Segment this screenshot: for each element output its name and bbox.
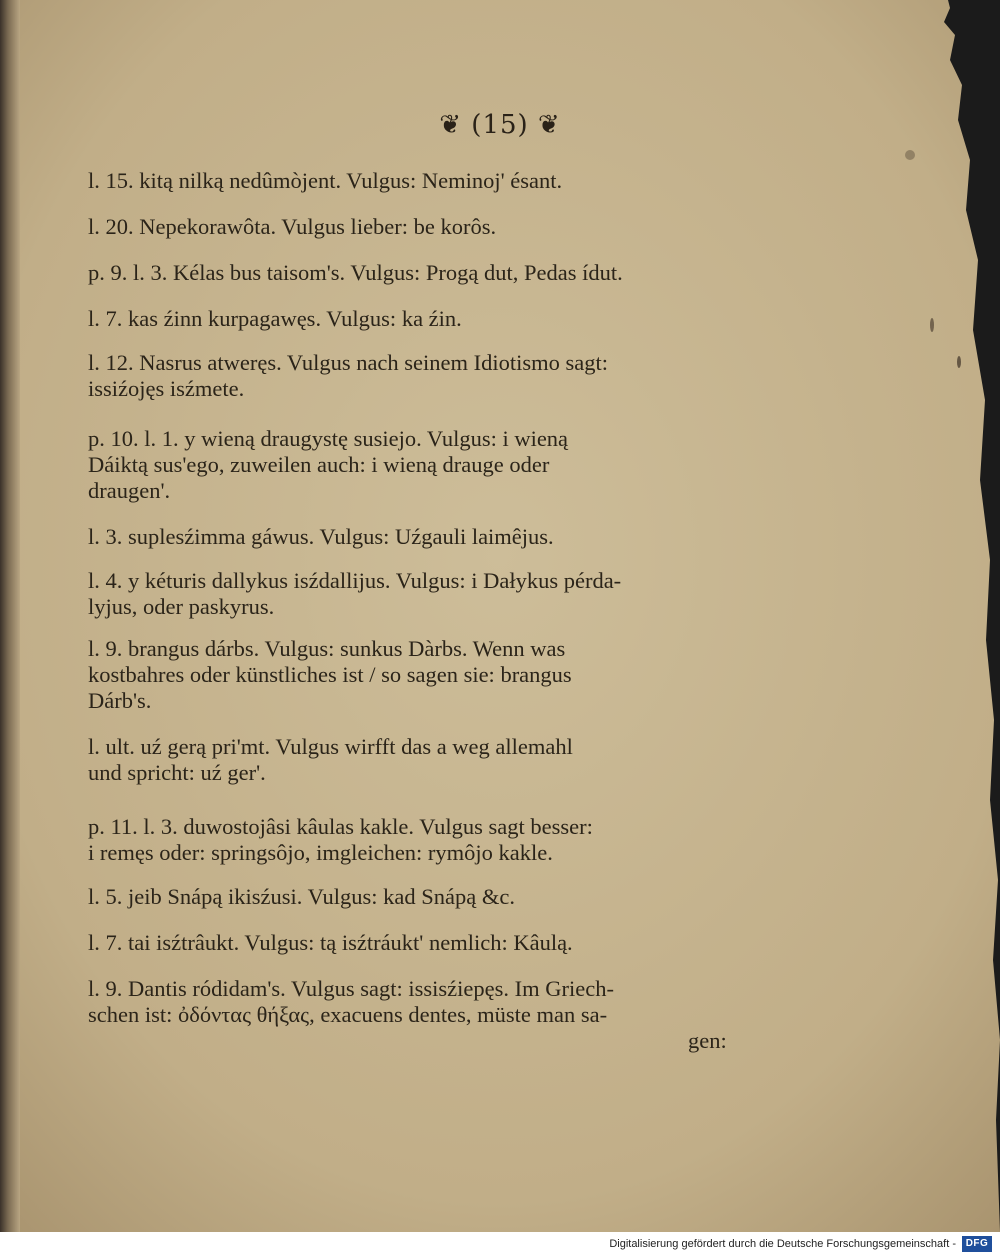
text-line: l. 7. kas źinn kurpagawęs. Vulgus: ka źin.: [88, 306, 462, 331]
text-line: l. 15. kitą nilką nedûmòjent. Vulgus: Neminoj' ésant.: [88, 168, 563, 193]
text-line: gen:: [688, 1028, 727, 1053]
entry: [88, 260, 770, 286]
text-line: Dárb's.: [88, 688, 152, 713]
text-line: l. 20. Nepekorawôta. Vulgus lieber: be korôs.: [88, 214, 497, 239]
text-line: l. 9. brangus dárbs. Vulgus: sunkus Dàrbs. Wenn was: [88, 636, 566, 661]
entry: [88, 306, 770, 332]
entry: [88, 930, 770, 956]
entry: [88, 350, 770, 402]
entry: [88, 884, 770, 910]
text-line: kostbahres oder künstliches ist / so sagen sie: brangus: [88, 662, 572, 687]
book-gutter: [0, 0, 20, 1232]
ink-speck: [905, 150, 915, 160]
entry: [88, 568, 770, 620]
entry: [88, 636, 770, 714]
text-line: l. ult. uź gerą pri'mt. Vulgus wirfft das a weg allemahl: [88, 734, 573, 759]
ink-speck: [957, 356, 961, 368]
text-line: p. 9. l. 3. Kélas bus taisom's. Vulgus: Progą dut, Pedas ídut.: [88, 260, 623, 285]
text-line: l. 3. suplesźimma gáwus. Vulgus: Uźgauli laimêjus.: [88, 524, 554, 549]
dfg-logo-icon: DFG: [962, 1236, 992, 1252]
text-line: draugen'.: [88, 478, 171, 503]
entry: [88, 426, 770, 504]
text-line: l. 4. y kéturis dallykus isźdallijus. Vulgus: i Dałykus pérda-: [88, 568, 622, 593]
text-line: schen ist: ὀδόντας θήξας, exacuens dentes, müste man sa-: [88, 1002, 608, 1027]
text-line: lyjus, oder paskyrus.: [88, 594, 275, 619]
page-header: ❦ (15) ❦: [439, 110, 561, 140]
text-line: l. 7. tai isźtrâukt. Vulgus: tą isźtráukt' nemlich: Kâulą.: [88, 930, 573, 955]
entry: [88, 168, 770, 194]
text-line: i remęs oder: springsôjo, imgleichen: rymôjo kakle.: [88, 840, 553, 865]
text-line: p. 11. l. 3. duwostojâsi kâulas kakle. Vulgus sagt besser:: [88, 814, 593, 839]
text-line: und spricht: uź ger'.: [88, 760, 266, 785]
entry: [88, 214, 770, 240]
entry: [88, 734, 770, 786]
entry: [88, 524, 770, 550]
text-line: Dáiktą sus'ego, zuweilen auch: i wieną drauge oder: [88, 452, 550, 477]
text-line: l. 9. Dantis ródidam's. Vulgus sagt: issisźiepęs. Im Griech-: [88, 976, 614, 1001]
text-line: p. 10. l. 1. y wieną draugystę susiejo. Vulgus: i wieną: [88, 426, 569, 451]
text-line: l. 5. jeib Snápą ikisźusi. Vulgus: kad Snápą &c.: [88, 884, 515, 909]
text-line: l. 12. Nasrus atweręs. Vulgus nach seinem Idiotismo sagt:: [88, 350, 609, 375]
ink-speck: [930, 318, 934, 332]
entry: [88, 814, 770, 866]
entry: [88, 976, 770, 1054]
text-line: issiźojęs isźmete.: [88, 376, 245, 401]
digitization-credit: Digitalisierung gefördert durch die Deutsche Forschungsgemeinschaft -: [609, 1238, 956, 1250]
